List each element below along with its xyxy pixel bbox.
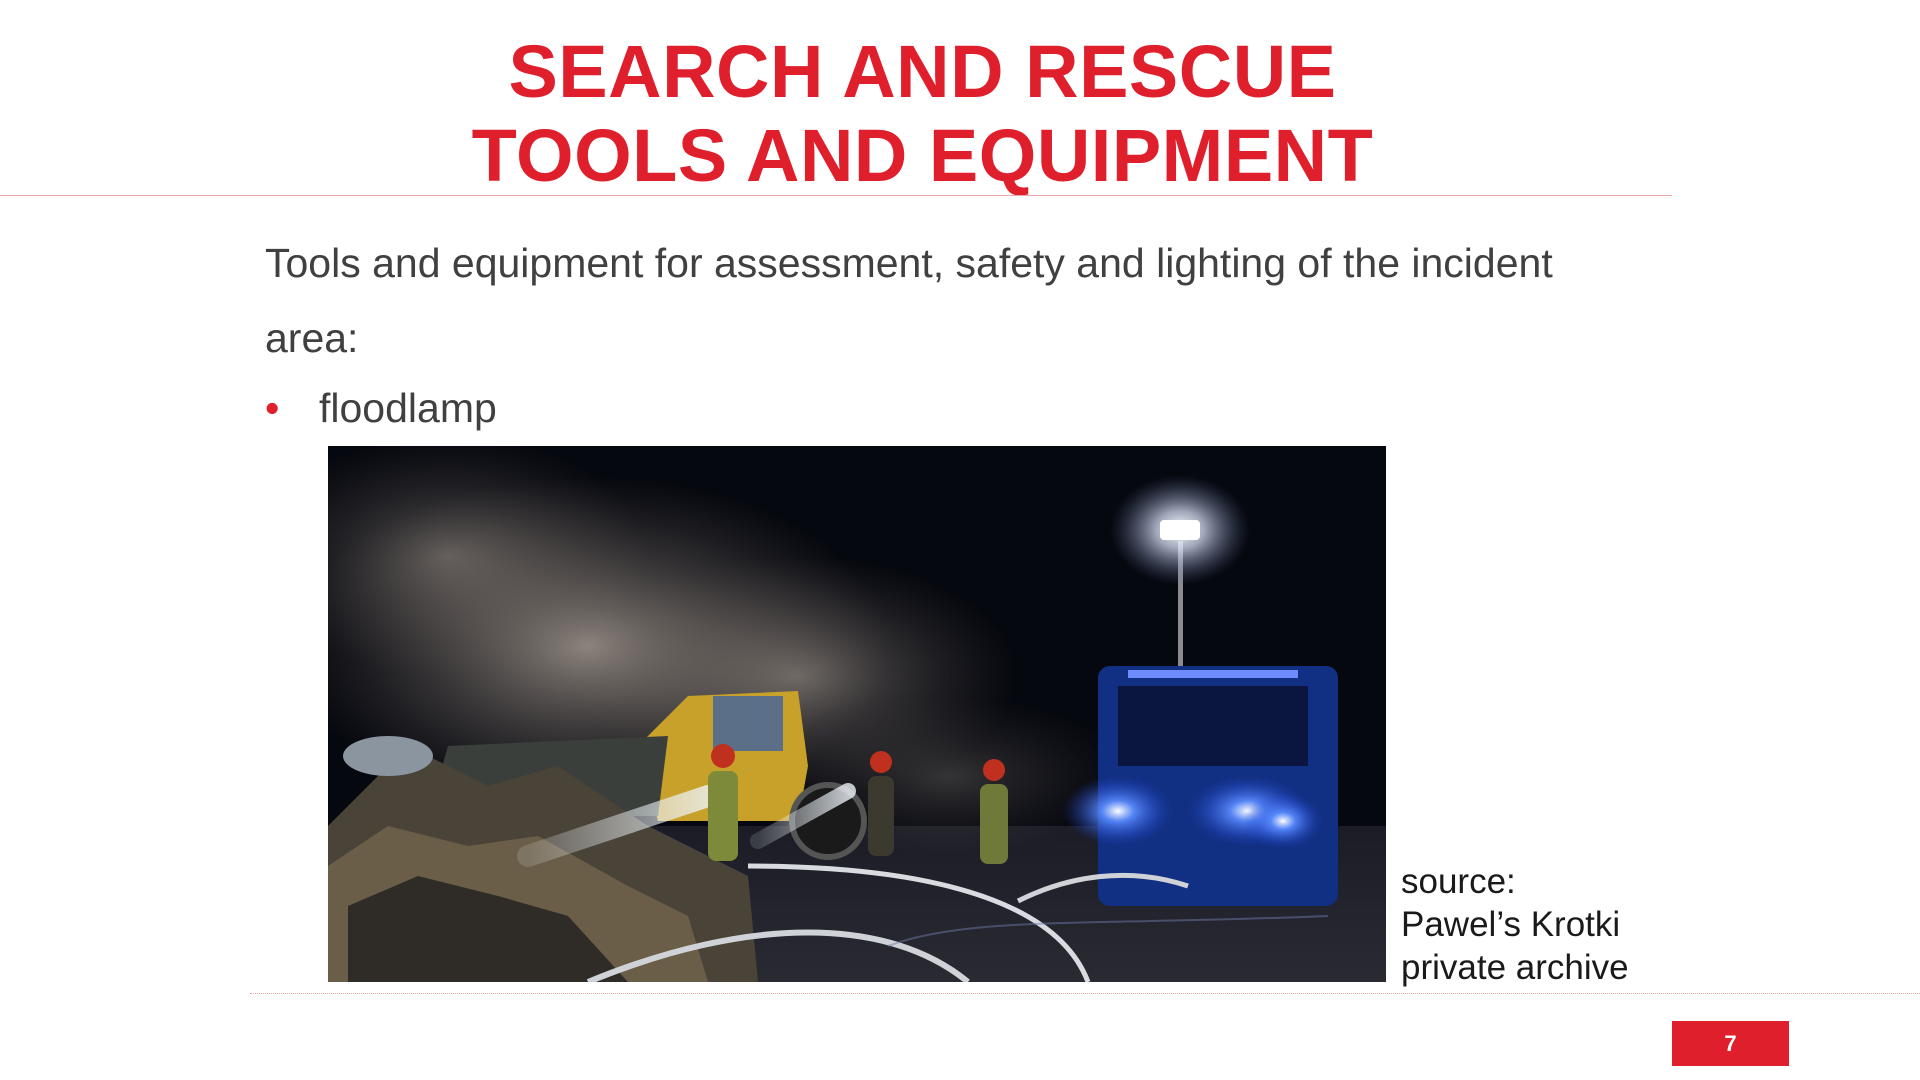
title-line-2: TOOLS AND EQUIPMENT [471, 114, 1374, 197]
bullet-icon: • [265, 385, 280, 431]
image-source-caption [1401, 860, 1629, 989]
bullet-label: floodlamp [319, 385, 497, 431]
source-line-2: Pawel’s Krotki [1401, 905, 1621, 944]
title-line-1: SEARCH AND RESCUE [508, 30, 1337, 113]
title-divider [0, 195, 1672, 196]
source-line-1: source: [1401, 862, 1516, 901]
source-line-3: private archive [1401, 948, 1629, 987]
footer-divider [250, 993, 1920, 994]
intro-line-1: Tools and equipment for assessment, safety and lighting of the incident [265, 240, 1553, 286]
intro-line-2: area: [265, 315, 359, 361]
page-number-badge: 7 [1672, 1021, 1789, 1066]
floodlamp-photo [328, 446, 1386, 982]
slide-title [0, 30, 1845, 198]
bullet-item-floodlamp [265, 382, 497, 434]
intro-paragraph [265, 226, 1665, 376]
